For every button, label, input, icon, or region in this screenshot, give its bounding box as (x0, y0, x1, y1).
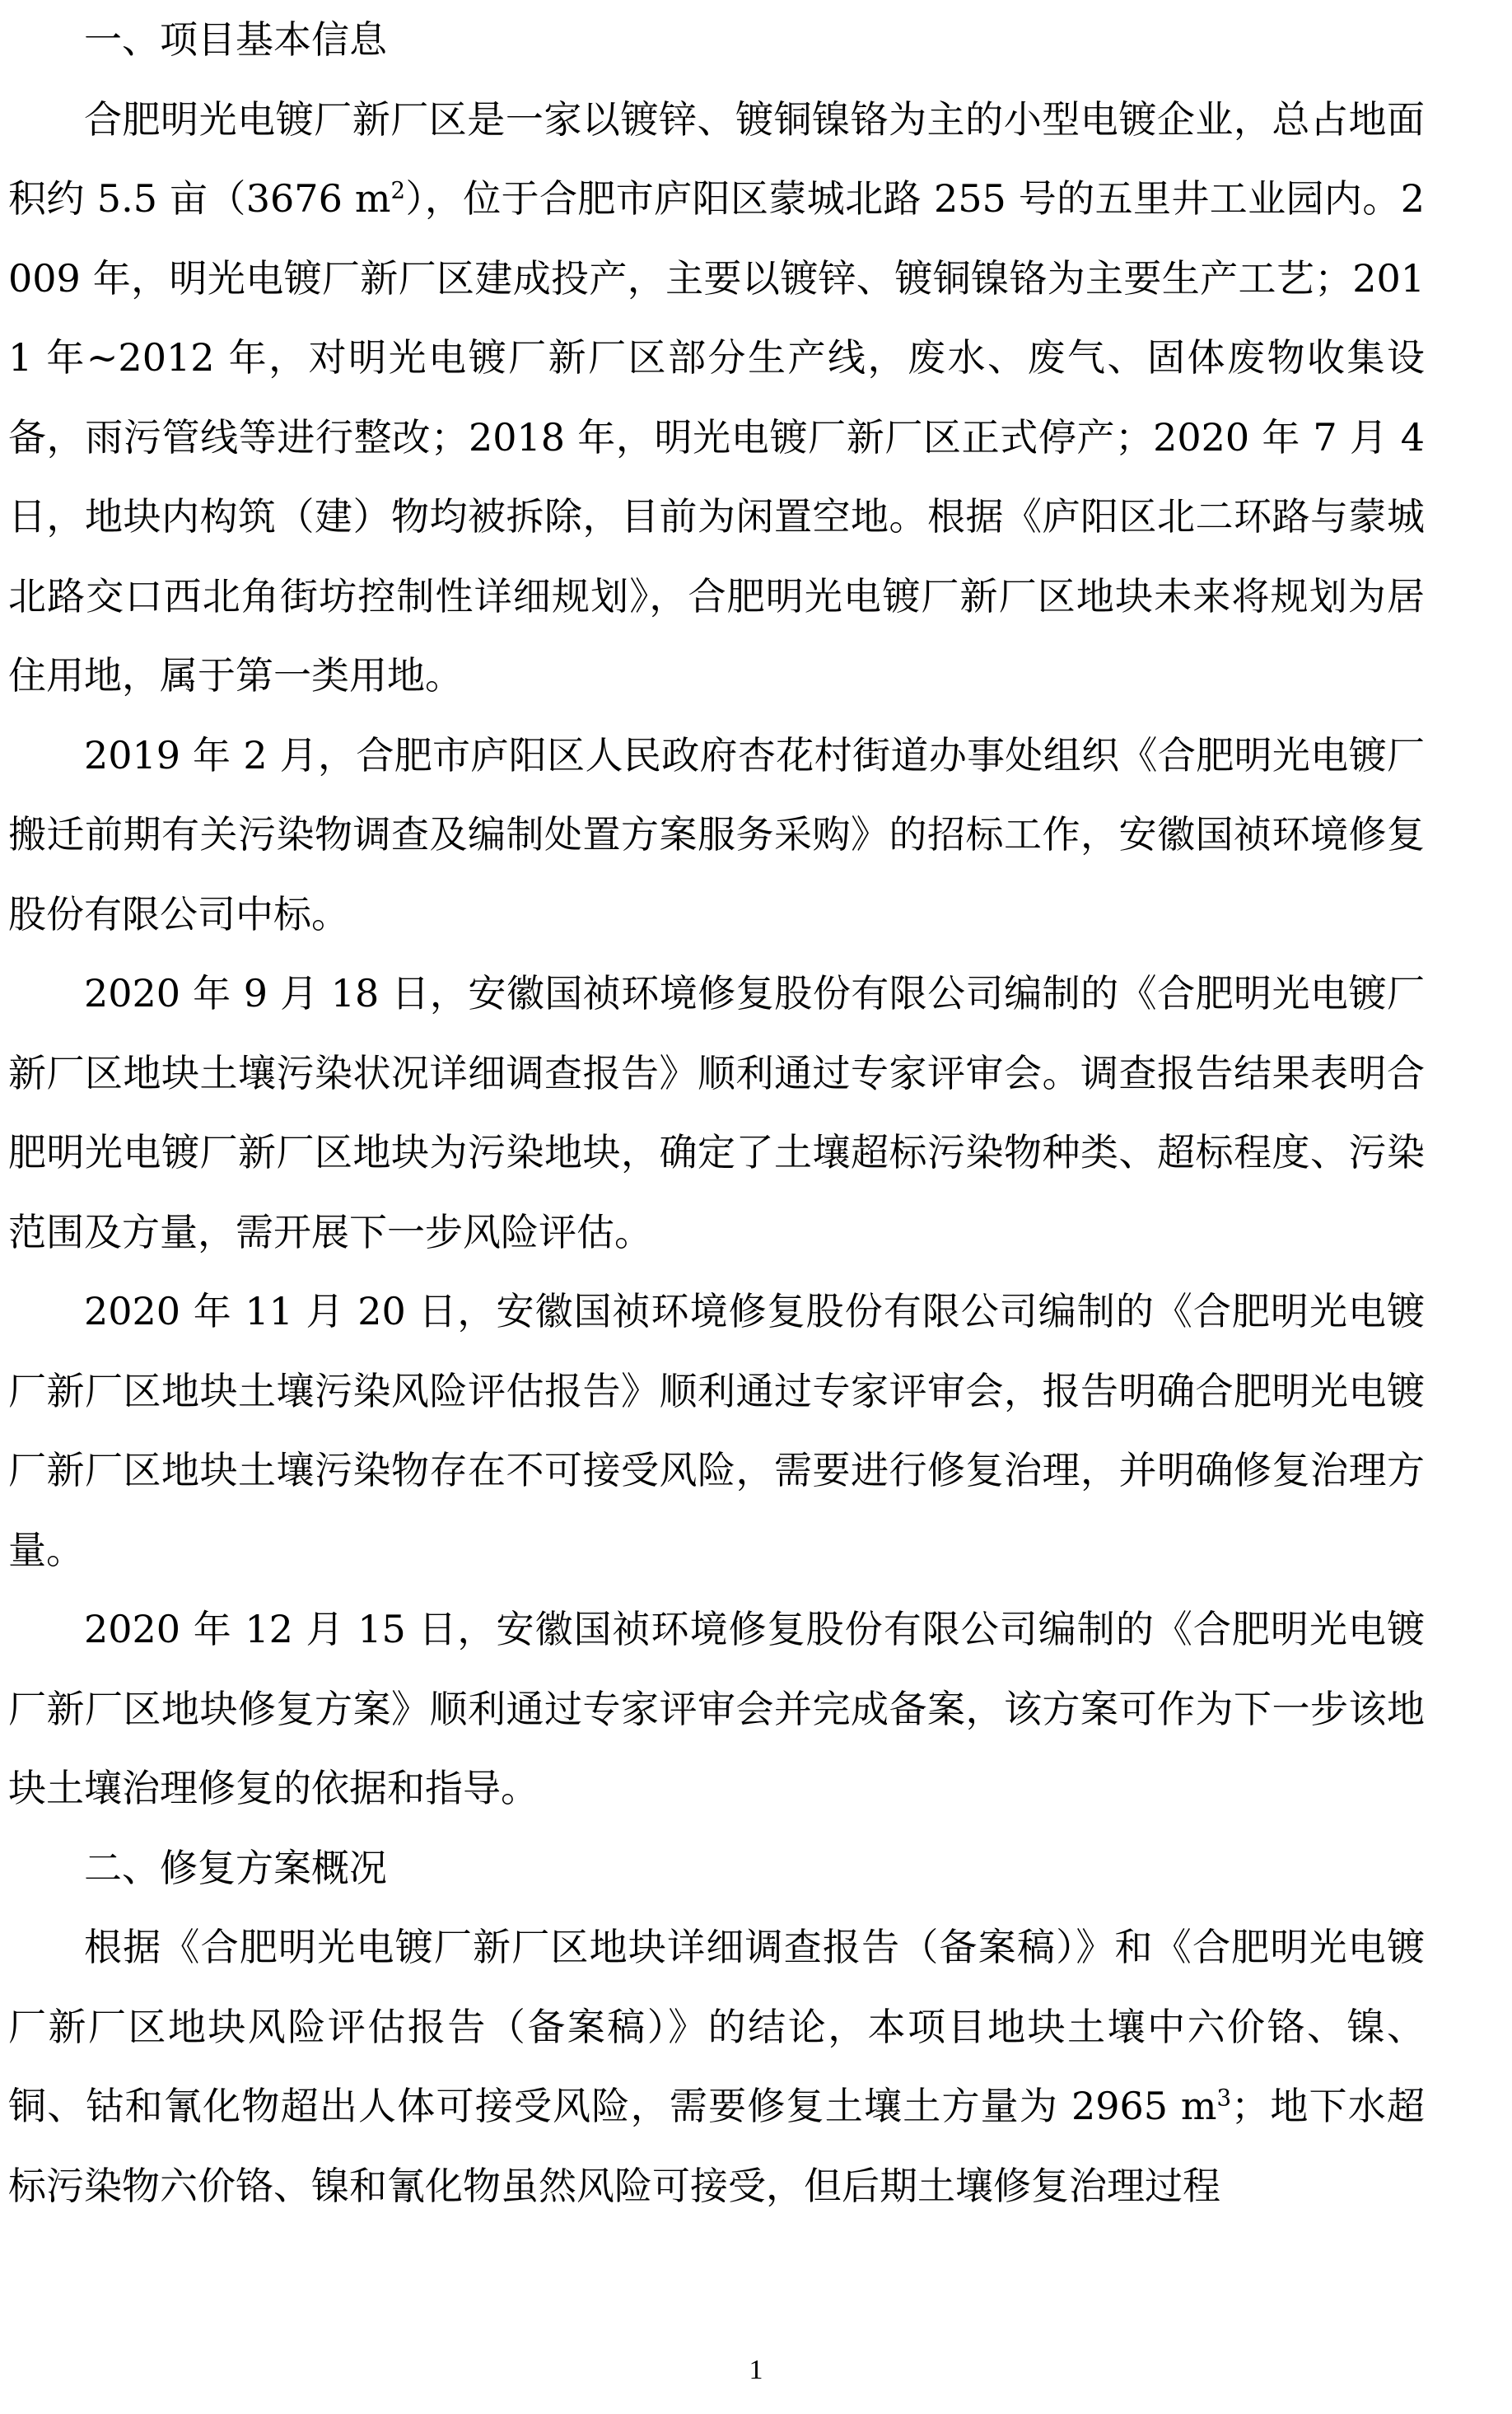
paragraph-plan-overview (8, 1907, 1425, 2225)
paragraph-text: 根据《合肥明光电镀厂新厂区地块详细调查报告（备案稿）》和《合肥明光电镀厂新厂区地块风险评估报告（备案稿）》的结论，本项目地块土壤中六价铬、镍、铜、钴和氰化物超出人体可接受风险，需要修复土壤土方量为 2965 m (8, 1925, 1425, 2128)
paragraph-risk-assessment: 2020 年 11 月 20 日，安徽国祯环境修复股份有限公司编制的《合肥明光电镀厂新厂区地块土壤污染风险评估报告》顺利通过专家评审会，报告明确合肥明光电镀厂新厂区地块土壤污染物存在不可接受风险，需要进行修复治理，并明确修复治理方量。 (8, 1289, 1425, 1572)
paragraph-remediation-plan: 2020 年 12 月 15 日，安徽国祯环境修复股份有限公司编制的《合肥明光电镀厂新厂区地块修复方案》顺利通过专家评审会并完成备案，该方案可作为下一步该地块土壤治理修复的依据和指导。 (8, 1607, 1425, 1810)
superscript: 3 (1216, 2084, 1232, 2112)
page-number: 1 (749, 2355, 763, 2385)
document-body (8, 0, 1425, 2225)
paragraph-project-info (8, 80, 1425, 716)
section-heading-2: 二、修复方案概况 (84, 1845, 387, 1890)
paragraph-text: 合肥明光电镀厂新厂区是一家以镀锌、镀铜镍铬为主的小型电镀企业，总占地面积约 5.5 亩（3676 m (8, 96, 1425, 221)
paragraph-tender: 2019 年 2 月，合肥市庐阳区人民政府杏花村街道办事处组织《合肥明光电镀厂搬迁前期有关污染物调查及编制处置方案服务采购》的招标工作，安徽国祯环境修复股份有限公司中标。 (8, 732, 1425, 936)
superscript: 2 (390, 176, 406, 204)
paragraph-text: ；地下水超标污染物六价铬、镍和氰化物虽然风险可接受，但后期土壤修复治理过程 (8, 2084, 1426, 2208)
paragraph-text: ），位于合肥市庐阳区蒙城北路 255 号的五里井工业园内。2009 年，明光电镀厂新厂区建成投产，主要以镀锌、镀铜镍铬为主要生产工艺；2011 年~2012 年，对明光电镀厂新厂区部分生产线，废水、废气、固体废物收集设备，雨污管线等进行整改；2018 年，明光电镀厂新厂区正式停产；2020 年 7 月 4 日，地块内构筑（建）物均被拆除，目前为闲置空地。根据《庐阳区北二环路与蒙城北路交口西北角街坊控制性详细规划》，合肥明光电镀厂新厂区地块未来将规划为居住用地，属于第一类用地。 (8, 176, 1425, 698)
paragraph-investigation-report: 2020 年 9 月 18 日，安徽国祯环境修复股份有限公司编制的《合肥明光电镀厂新厂区地块土壤污染状况详细调查报告》顺利通过专家评审会。调查报告结果表明合肥明光电镀厂新厂区地块为污染地块，确定了土壤超标污染物种类、超标程度、污染范围及方量，需开展下一步风险评估。 (8, 971, 1425, 1254)
section-heading-1: 一、项目基本信息 (84, 17, 387, 62)
